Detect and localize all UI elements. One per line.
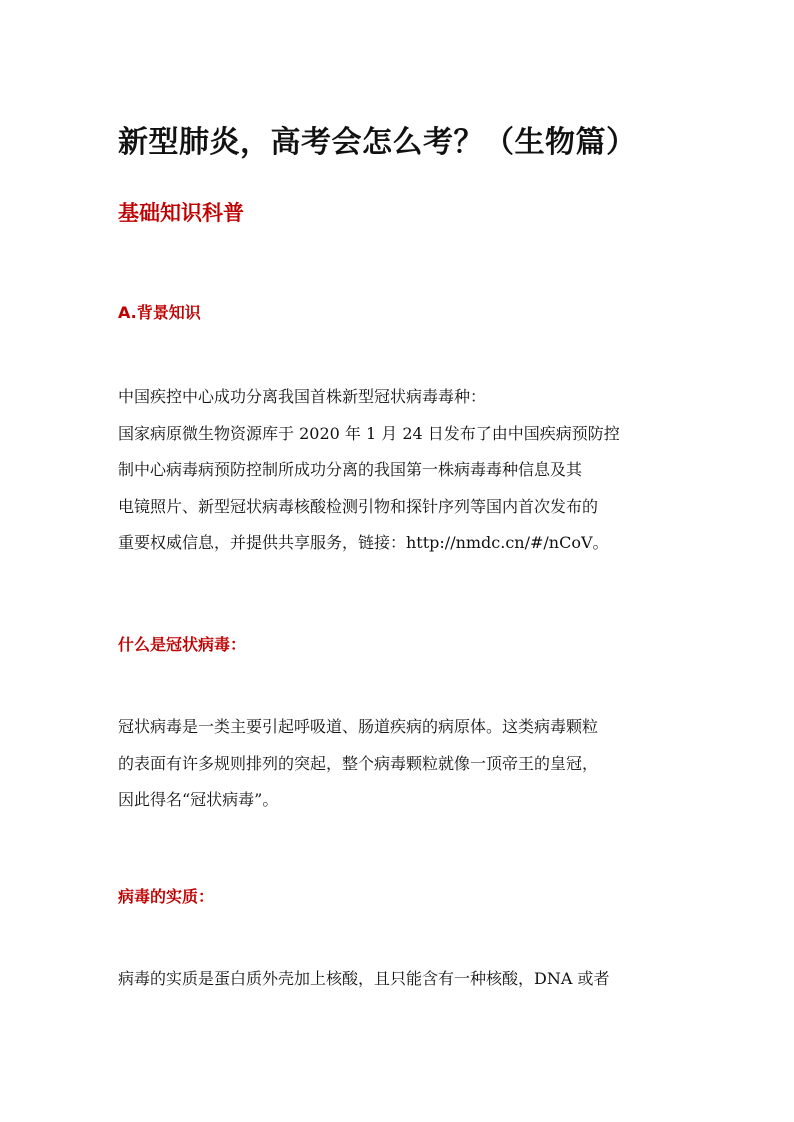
background-paragraph [118, 379, 678, 562]
paragraph-line: 因此得名“冠状病毒”。 [118, 790, 279, 809]
paragraph-line: 重要权威信息，并提供共享服务，链接：http://nmdc.cn/#/nCoV。 [118, 533, 609, 552]
background-heading: A.背景知识 [118, 303, 201, 322]
essence-paragraph [118, 961, 678, 998]
paragraph-line: 制中心病毒病预防控制所成功分离的我国第一株病毒毒种信息及其 [118, 460, 583, 479]
paragraph-line: 病毒的实质是蛋白质外壳加上核酸，且只能含有一种核酸，DNA 或者 [118, 969, 610, 988]
coronavirus-paragraph [118, 709, 678, 819]
coronavirus-heading: 什么是冠状病毒： [118, 635, 247, 654]
essence-heading: 病毒的实质： [118, 887, 215, 906]
paragraph-line: 电镜照片、新型冠状病毒核酸检测引物和探针序列等国内首次发布的 [118, 496, 599, 516]
paragraph-line: 的表面有许多规则排列的突起，整个病毒颗粒就像一顶帝王的皇冠， [118, 753, 599, 773]
document-title: 新型肺炎，高考会怎么考？（生物篇） [118, 125, 637, 160]
paragraph-line: 中国疾控中心成功分离我国首株新型冠状病毒毒种： [118, 387, 487, 406]
paragraph-line: 冠状病毒是一类主要引起呼吸道、肠道疾病的病原体。这类病毒颗粒 [118, 717, 599, 736]
paragraph-line: 国家病原微生物资源库于 2020 年 1 月 24 日发布了由中国疾病预防控 [118, 423, 620, 443]
section-title: 基础知识科普 [118, 201, 244, 225]
